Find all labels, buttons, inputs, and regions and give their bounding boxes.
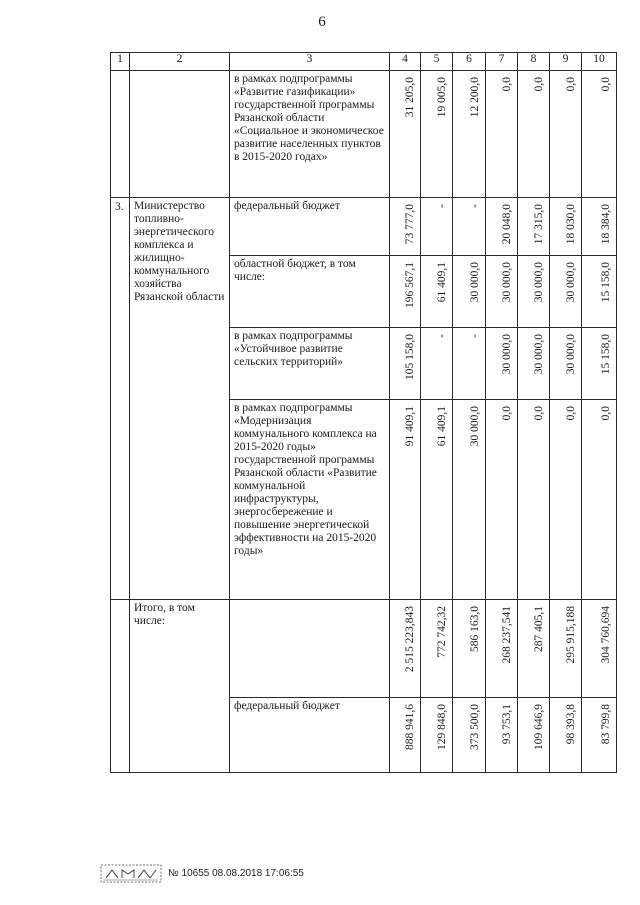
organization-cell: Министерство топливно-энергетического комплекса и жилищно-коммунального хозяйства Рязанской области — [130, 198, 230, 600]
table-row — [111, 198, 617, 256]
page-number: 6 — [318, 14, 326, 30]
value-cell: 30 000,0 — [486, 256, 518, 328]
value-cell: 0,0 — [486, 400, 518, 600]
value-cell: - — [421, 328, 453, 400]
value-cell: 12 200,0 — [453, 71, 486, 198]
value-cell: - — [453, 328, 486, 400]
value-cell: 196 567,1 — [390, 256, 421, 328]
value-cell: 19 005,0 — [421, 71, 453, 198]
value-cell: 109 646,9 — [518, 698, 550, 773]
value-cell: 373 500,0 — [453, 698, 486, 773]
value-cell: 61 409,1 — [421, 400, 453, 600]
value-cell: 105 158,0 — [390, 328, 421, 400]
header-cell: 5 — [421, 53, 453, 71]
value-cell: 30 000,0 — [453, 256, 486, 328]
header-cell: 7 — [486, 53, 518, 71]
header-cell: 1 — [111, 53, 130, 71]
value-cell: 18 384,0 — [582, 198, 617, 256]
value-cell: 0,0 — [550, 400, 582, 600]
value-cell: 30 000,0 — [518, 256, 550, 328]
value-cell: 2 515 223,843 — [390, 600, 421, 698]
funding-source-cell: федеральный бюджет — [230, 698, 390, 773]
value-cell: 30 000,0 — [518, 328, 550, 400]
value-cell: 287 405,1 — [518, 600, 550, 698]
funding-source-cell: в рамках подпрограммы «Устойчивое развитие сельских территорий» — [230, 328, 390, 400]
value-cell: 295 915,188 — [550, 600, 582, 698]
value-cell: 304 760,694 — [582, 600, 617, 698]
value-cell: 0,0 — [550, 71, 582, 198]
value-cell: 0,0 — [518, 400, 550, 600]
table-row — [111, 600, 617, 698]
header-cell: 9 — [550, 53, 582, 71]
value-cell: 0,0 — [518, 71, 550, 198]
value-cell: 0,0 — [582, 71, 617, 198]
value-cell: 888 941,6 — [390, 698, 421, 773]
organization-cell: Итого, в том числе: — [130, 600, 230, 773]
value-cell: 61 409,1 — [421, 256, 453, 328]
header-cell: 8 — [518, 53, 550, 71]
value-cell: 73 777,0 — [390, 198, 421, 256]
value-cell: 30 000,0 — [550, 256, 582, 328]
value-cell: 15 158,0 — [582, 328, 617, 400]
value-cell: 129 848,0 — [421, 698, 453, 773]
funding-source-cell: федеральный бюджет — [230, 198, 390, 256]
organization-cell — [130, 71, 230, 198]
value-cell: 15 158,0 — [582, 256, 617, 328]
value-cell: 586 163,0 — [453, 600, 486, 698]
value-cell: 18 030,0 — [550, 198, 582, 256]
value-cell: 0,0 — [582, 400, 617, 600]
funding-source-cell: в рамках подпрограммы «Модернизация коммунального комплекса на 2015-2020 годы» государственной программы Рязанской области «Развитие коммунальной инфраструктуры, энергосбережение и повышение энергетической эффективности на 2015-2020 годы» — [230, 400, 390, 600]
funding-source-cell: в рамках подпрограммы «Развитие газификации» государственной программы Рязанской области «Социальное и экономическое развитие населенных пунктов в 2015-2020 годах» — [230, 71, 390, 198]
value-cell: 31 205,0 — [390, 71, 421, 198]
value-cell: 83 799,8 — [582, 698, 617, 773]
registration-number: № 10655 08.08.2018 17:06:55 — [168, 867, 304, 879]
row-index-cell — [111, 71, 130, 198]
value-cell: 98 393,8 — [550, 698, 582, 773]
value-cell: 0,0 — [486, 71, 518, 198]
value-cell: 91 409,1 — [390, 400, 421, 600]
funding-source-cell: областной бюджет, в том числе: — [230, 256, 390, 328]
header-cell: 4 — [390, 53, 421, 71]
value-cell: 30 000,0 — [453, 400, 486, 600]
header-cell: 2 — [130, 53, 230, 71]
value-cell: 268 237,541 — [486, 600, 518, 698]
header-cell: 6 — [453, 53, 486, 71]
value-cell: 30 000,0 — [550, 328, 582, 400]
value-cell: 30 000,0 — [486, 328, 518, 400]
header-cell: 10 — [582, 53, 617, 71]
budget-table — [110, 52, 617, 773]
value-cell: - — [421, 198, 453, 256]
value-cell: - — [453, 198, 486, 256]
table-header-row — [111, 53, 617, 71]
registry-stamp-icon — [100, 862, 162, 884]
value-cell: 93 753,1 — [486, 698, 518, 773]
value-cell: 20 048,0 — [486, 198, 518, 256]
value-cell: 772 742,32 — [421, 600, 453, 698]
value-cell: 17 315,0 — [518, 198, 550, 256]
registration-footer — [100, 862, 304, 884]
header-cell: 3 — [230, 53, 390, 71]
table-row — [111, 71, 617, 198]
row-index-cell: 3. — [111, 198, 130, 600]
funding-source-cell — [230, 600, 390, 698]
row-index-cell — [111, 600, 130, 773]
